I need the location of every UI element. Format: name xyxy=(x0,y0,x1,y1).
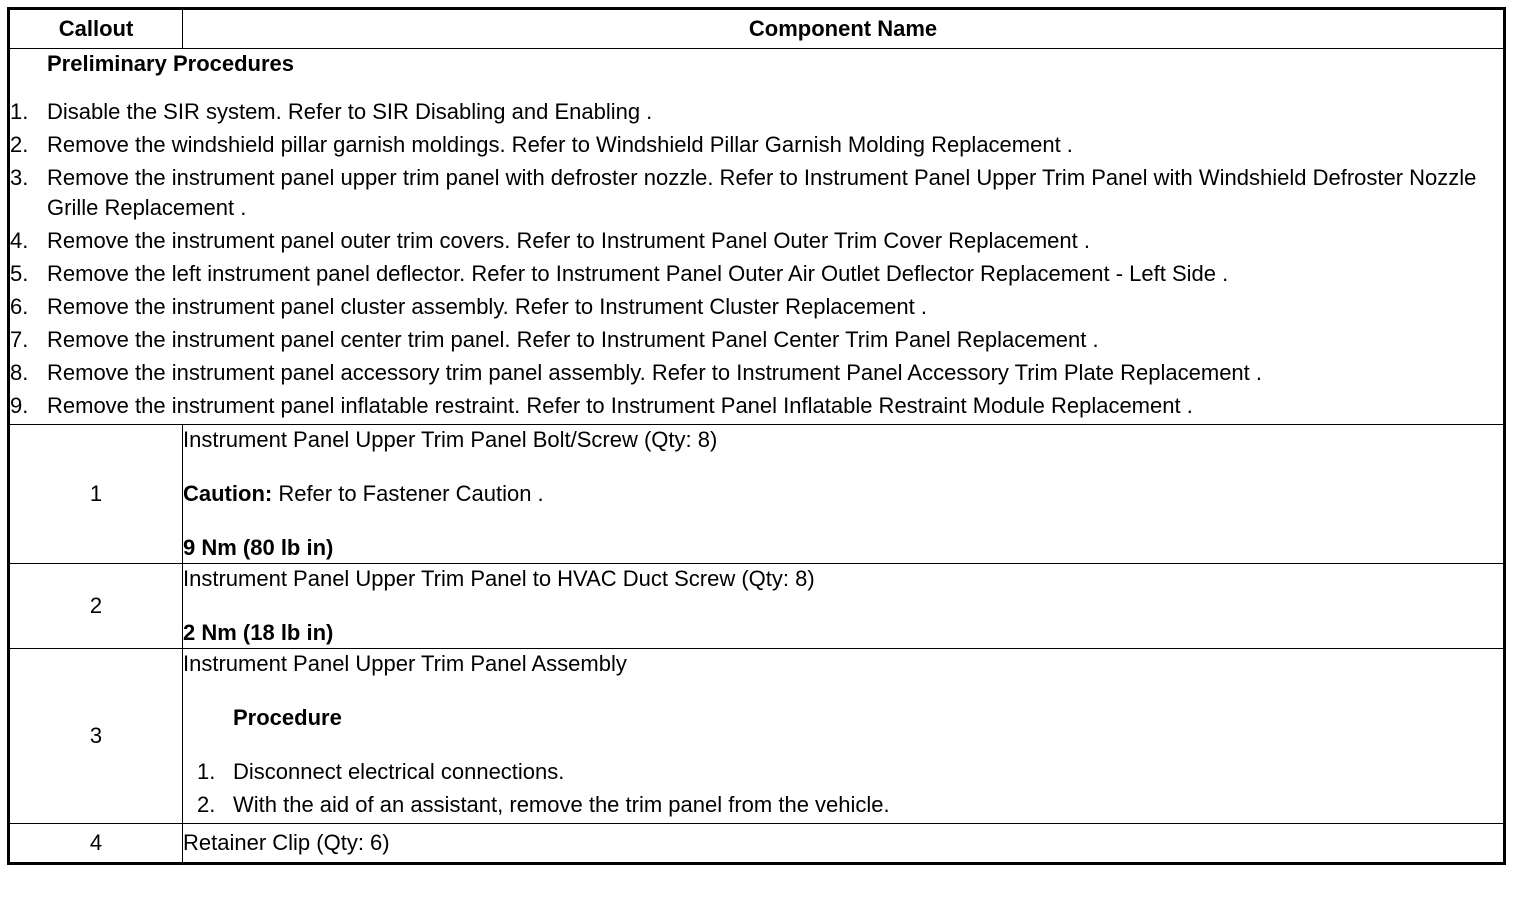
callout-cell: 4 xyxy=(9,824,183,864)
component-name: Instrument Panel Upper Trim Panel to HVAC Duct Screw (Qty: 8) xyxy=(183,566,815,591)
step-text: Remove the instrument panel outer trim covers. Refer to Instrument Panel Outer Trim Cover Replacement . xyxy=(47,228,1090,253)
component-cell xyxy=(183,824,1505,864)
caution-note xyxy=(183,479,1503,509)
step-number: 2. xyxy=(197,792,216,817)
step-number: 7. xyxy=(10,327,29,352)
procedure-heading: Procedure xyxy=(233,705,342,730)
component-name: Instrument Panel Upper Trim Panel Bolt/Screw (Qty: 8) xyxy=(183,427,718,452)
step-number: 1. xyxy=(10,99,29,124)
list-item xyxy=(183,790,1503,820)
component-name: Retainer Clip (Qty: 6) xyxy=(183,830,390,855)
step-number: 4. xyxy=(10,228,29,253)
list-item xyxy=(10,391,1503,421)
step-number: 1. xyxy=(197,759,216,784)
component-name: Instrument Panel Upper Trim Panel Assembly xyxy=(183,651,627,676)
component-name-header: Component Name xyxy=(183,9,1505,49)
component-table xyxy=(7,7,1506,865)
table-row xyxy=(9,425,1505,564)
torque-spec: 2 Nm (18 lb in) xyxy=(183,620,334,645)
callout-cell: 2 xyxy=(9,564,183,649)
step-text: Remove the instrument panel upper trim panel with defroster nozzle. Refer to Instrument Panel Upper Trim Panel with Windshield Defroster Nozzle Grille Replacement . xyxy=(47,165,1477,220)
step-number: 6. xyxy=(10,294,29,319)
list-item xyxy=(10,130,1503,160)
component-cell xyxy=(183,425,1505,564)
step-number: 8. xyxy=(10,360,29,385)
list-item xyxy=(10,226,1503,256)
step-text: Remove the instrument panel center trim panel. Refer to Instrument Panel Center Trim Panel Replacement . xyxy=(47,327,1099,352)
table-row xyxy=(9,824,1505,864)
preliminary-cell xyxy=(9,49,1505,425)
callout-header: Callout xyxy=(9,9,183,49)
list-item xyxy=(10,292,1503,322)
table-row xyxy=(9,649,1505,824)
step-number: 2. xyxy=(10,132,29,157)
step-text: Remove the instrument panel accessory trim panel assembly. Refer to Instrument Panel Accessory Trim Plate Replacement . xyxy=(47,360,1262,385)
component-cell xyxy=(183,649,1505,824)
step-number: 3. xyxy=(10,165,29,190)
step-number: 5. xyxy=(10,261,29,286)
table-row xyxy=(9,564,1505,649)
list-item xyxy=(10,163,1503,223)
step-text: Remove the instrument panel cluster assembly. Refer to Instrument Cluster Replacement . xyxy=(47,294,927,319)
torque-spec: 9 Nm (80 lb in) xyxy=(183,535,334,560)
component-cell xyxy=(183,564,1505,649)
procedure-steps xyxy=(183,757,1503,820)
callout-cell: 3 xyxy=(9,649,183,824)
step-text: Disable the SIR system. Refer to SIR Disabling and Enabling . xyxy=(47,99,653,124)
list-item xyxy=(10,259,1503,289)
caution-text: Refer to Fastener Caution . xyxy=(272,481,544,506)
preliminary-steps xyxy=(10,97,1503,421)
step-text: Remove the windshield pillar garnish moldings. Refer to Windshield Pillar Garnish Molding Replacement . xyxy=(47,132,1073,157)
header-row xyxy=(9,9,1505,49)
list-item xyxy=(183,757,1503,787)
step-text: With the aid of an assistant, remove the trim panel from the vehicle. xyxy=(233,792,890,817)
step-text: Disconnect electrical connections. xyxy=(233,759,565,784)
step-text: Remove the instrument panel inflatable restraint. Refer to Instrument Panel Inflatable Restraint Module Replacement . xyxy=(47,393,1193,418)
preliminary-heading: Preliminary Procedures xyxy=(47,51,295,76)
preliminary-row xyxy=(9,49,1505,425)
list-item xyxy=(10,325,1503,355)
callout-cell: 1 xyxy=(9,425,183,564)
list-item xyxy=(10,358,1503,388)
list-item xyxy=(10,97,1503,127)
step-text: Remove the left instrument panel deflector. Refer to Instrument Panel Outer Air Outlet Deflector Replacement - Left Side . xyxy=(47,261,1229,286)
caution-label: Caution: xyxy=(183,481,273,506)
step-number: 9. xyxy=(10,393,29,418)
